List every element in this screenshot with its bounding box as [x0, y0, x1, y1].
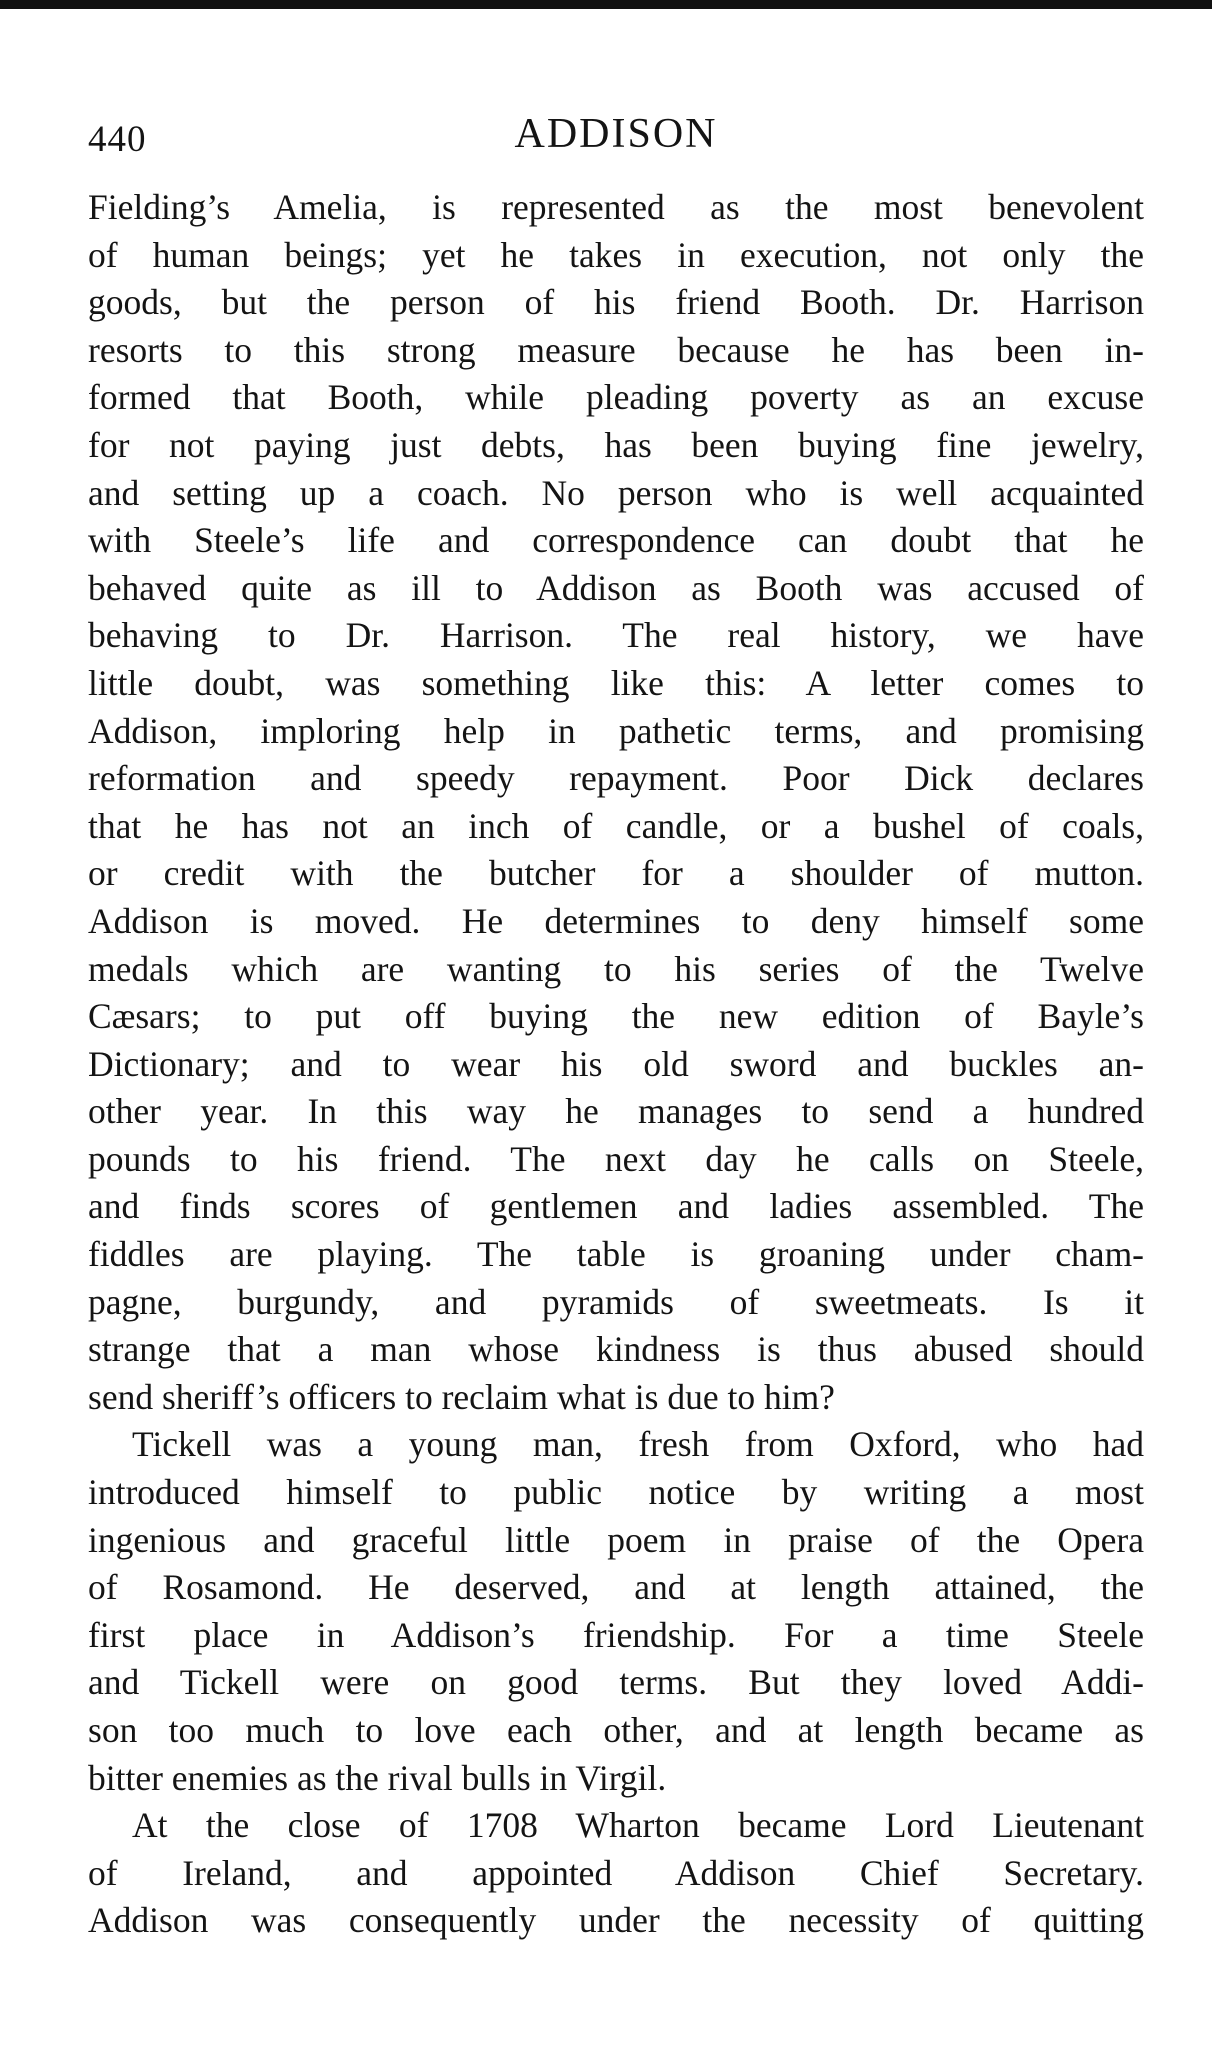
- text-line: and finds scores of gentlemen and ladies assembled. The: [88, 1186, 1144, 1227]
- text-line: send sheriff’s officers to reclaim what is due to him?: [88, 1376, 835, 1417]
- text-line: little doubt, was something like this: A letter comes to: [88, 662, 1144, 703]
- text-line: Fielding’s Amelia, is represented as the most benevolent: [88, 187, 1144, 227]
- body-text: [88, 184, 1144, 1945]
- text-line: At the close of 1708 Wharton became Lord Lieutenant: [132, 1805, 1144, 1846]
- text-line: Tickell was a young man, fresh from Oxford, who had: [132, 1424, 1144, 1465]
- text-line: Addison, imploring help in pathetic terms, and promising: [88, 710, 1144, 751]
- text-line: or credit with the butcher for a shoulder of mutton.: [88, 853, 1144, 894]
- book-page: [88, 110, 1144, 1945]
- text-line: goods, but the person of his friend Booth. Dr. Harrison: [88, 282, 1144, 323]
- text-line: fiddles are playing. The table is groaning under cham-: [88, 1234, 1144, 1275]
- running-title: ADDISON: [514, 111, 718, 157]
- text-line: strange that a man whose kindness is thus abused should: [88, 1329, 1144, 1370]
- page-top-border: [0, 0, 1212, 9]
- text-line: of Ireland, and appointed Addison Chief Secretary.: [88, 1852, 1144, 1893]
- text-line: that he has not an inch of candle, or a bushel of coals,: [88, 805, 1144, 846]
- text-line: reformation and speedy repayment. Poor Dick declares: [88, 758, 1144, 799]
- text-line: pounds to his friend. The next day he calls on Steele,: [88, 1138, 1144, 1179]
- text-line: first place in Addison’s friendship. For a time Steele: [88, 1614, 1144, 1655]
- text-line: with Steele’s life and correspondence can doubt that he: [88, 520, 1144, 561]
- text-line: pagne, burgundy, and pyramids of sweetmeats. Is it: [88, 1281, 1144, 1322]
- text-line: formed that Booth, while pleading poverty as an excuse: [88, 377, 1144, 418]
- text-line: son too much to love each other, and at length became as: [88, 1710, 1144, 1750]
- text-line: bitter enemies as the rival bulls in Virgil.: [88, 1757, 667, 1798]
- page-number: 440: [88, 119, 147, 160]
- text-line: ingenious and graceful little poem in praise of the Opera: [88, 1519, 1144, 1560]
- text-line: introduced himself to public notice by writing a most: [88, 1472, 1144, 1513]
- text-line: and setting up a coach. No person who is well acquainted: [88, 472, 1144, 513]
- text-line: of human beings; yet he takes in execution, not only the: [88, 234, 1144, 275]
- text-line: Addison is moved. He determines to deny himself some: [88, 900, 1144, 941]
- text-line: Dictionary; and to wear his old sword and buckles an-: [88, 1043, 1144, 1084]
- text-line: behaving to Dr. Harrison. The real history, we have: [88, 615, 1144, 656]
- text-line: medals which are wanting to his series of the Twelve: [88, 948, 1144, 989]
- text-line: resorts to this strong measure because he has been in-: [88, 329, 1144, 370]
- text-line: Addison was consequently under the necessity of quitting: [88, 1900, 1144, 1941]
- text-line: Cæsars; to put off buying the new edition of Bayle’s: [88, 996, 1144, 1037]
- text-line: for not paying just debts, has been buying fine jewelry,: [88, 424, 1144, 465]
- text-line: behaved quite as ill to Addison as Booth was accused of: [88, 567, 1144, 608]
- text-line: of Rosamond. He deserved, and at length attained, the: [88, 1567, 1144, 1608]
- running-head: [88, 110, 1144, 170]
- text-line: other year. In this way he manages to send a hundred: [88, 1091, 1144, 1132]
- text-line: and Tickell were on good terms. But they loved Addi-: [88, 1662, 1144, 1703]
